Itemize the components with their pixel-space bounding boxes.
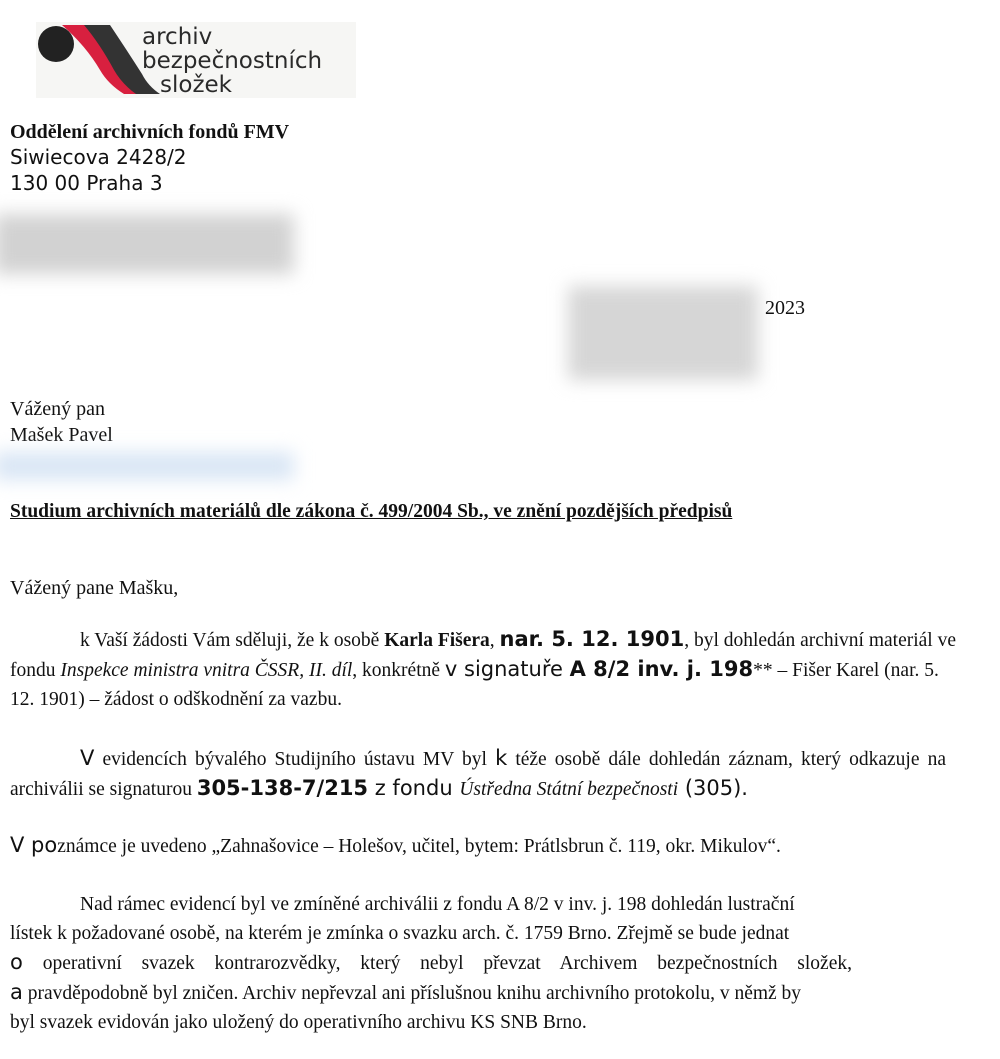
redacted-address [0,452,294,480]
person-name: Karla Fišera [384,630,490,651]
logo-line-2: bezpečnostních [142,48,323,74]
logo-text [142,25,322,97]
redacted-reference [0,214,294,274]
birth-date: nar. 5. 12. 1901 [499,627,685,651]
greeting: Vážený pane Mašku, [10,577,179,599]
signature-1: A 8/2 inv. j. 198 [569,657,754,681]
sender-department: Oddělení archivních fondů FMV [10,121,290,143]
date-year: 2023 [765,297,805,319]
paragraph-1: k Vaší žádosti Vám sděluji, že k osobě Karla Fišera, nar. 5. 12. 1901, byl dohledán archivní materiál ve fondu Inspekce ministra vnitra ČSSR, II. díl, konkrétně v signatuře A 8/2 inv. j. 198** – Fišer Karel (nar. 5. 12. 1901) – žádost o odškodnění za vazbu. [10,627,957,710]
subject-line: Studium archivních materiálů dle zákona č. 499/2004 Sb., ve znění pozdějších předpisů [10,501,733,522]
paragraph-3: Nad rámec evidencí byl ve zmíněné archiválii z fondu A 8/2 v inv. j. 198 dohledán lustrační lístek k požadované osobě, na kterém je zmínka o svazku arch. č. 1759 Brno. Zřejmě se bude jednat o operativní svazek kontrarozvědky, který nebyl převzat Archivem bezpečnostních složek, a pravděpodobně byl zničen. Archiv nepřevzal ani příslušnou knihu archivního protokolu, v němž by byl svazek evidován jako uložený do operativního archivu KS SNB Brno. [10,894,852,1033]
logo-line-3: složek [160,72,232,98]
recipient-salutation: Vážený pan [10,398,105,420]
paragraph-2: V evidencích bývalého Studijního ústavu MV byl k téže osobě dále dohledán záznam, který odkazuje na archiválii se signaturou 305-138-7/215 z fondu Ústředna Státní bezpečnosti (305). [10,746,946,800]
recipient-name: Mašek Pavel [10,424,113,446]
fond-name-2: Ústředna Státní bezpečnosti [459,779,679,800]
fond-name: Inspekce ministra vnitra ČSSR, II. díl [60,660,353,681]
logo-line-1: archiv [142,24,213,50]
sender-street: Siwiecova 2428/2 [10,145,187,169]
redacted-date [568,286,758,380]
sender-city: 130 00 Praha 3 [10,171,163,195]
signature-2: 305-138-7/215 [196,776,369,800]
paragraph-2-note: V poznámce je uvedeno „Zahnašovice – Holešov, učitel, bytem: Prátlsbrun č. 119, okr. Mikulov“. [10,833,781,857]
